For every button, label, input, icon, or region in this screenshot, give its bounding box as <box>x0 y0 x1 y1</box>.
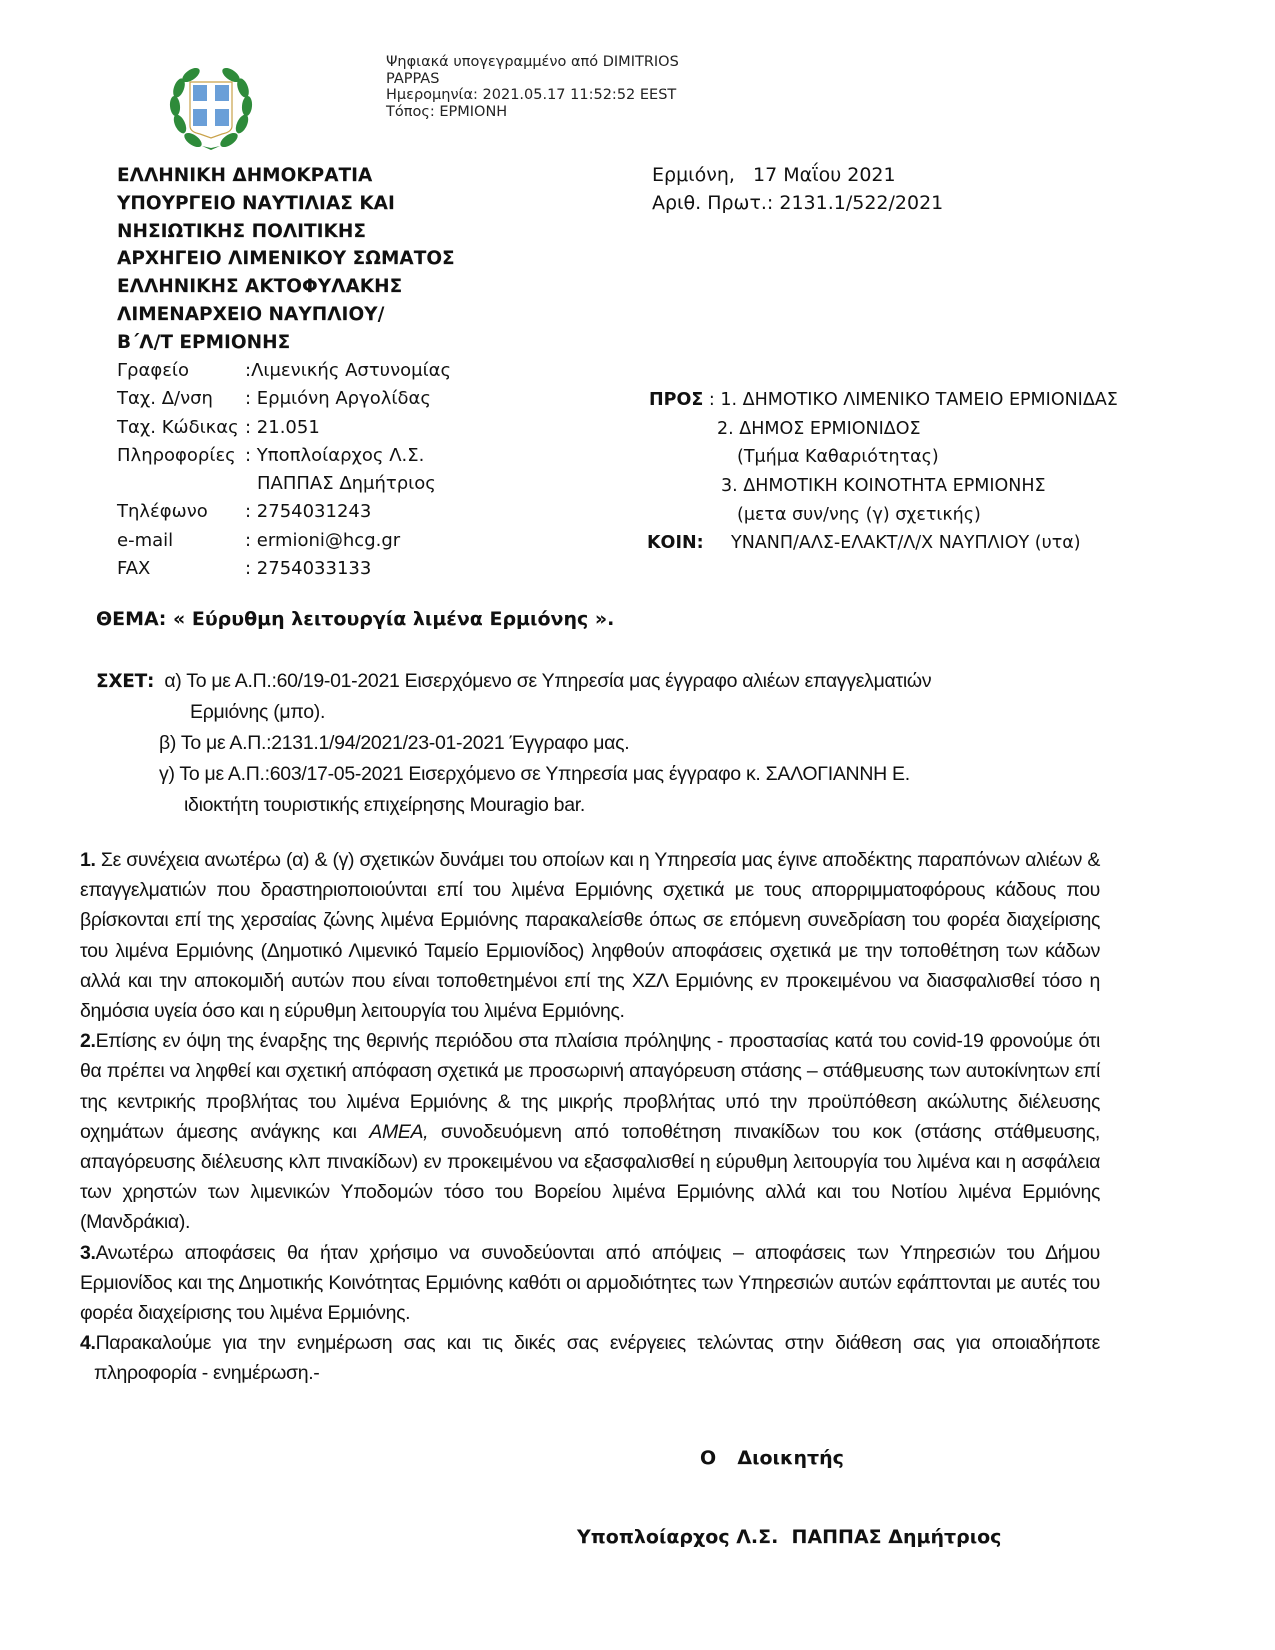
reference-b: β) Το με Α.Π.:2131.1/94/2021/23-01-2021 Έγγραφο μας. <box>159 732 630 754</box>
reference-a-cont: Ερμιόνης (μπο). <box>190 701 326 723</box>
references-label: ΣΧΕΤ: <box>96 671 155 692</box>
signer-name: Υποπλοίαρχος Λ.Σ. ΠΑΠΠΑΣ Δημήτριος <box>577 1526 1002 1548</box>
recipient-to-2: 2. ΔΗΜΟΣ ΕΡΜΙΟΝΙΔΟΣ <box>717 418 921 439</box>
signature-date: Ημερομηνία: 2021.05.17 11:52:52 EEST <box>386 87 677 103</box>
digital-signature-stamp <box>386 54 679 120</box>
signature-place: Τόπος: ΕΡΜΙΟΝΗ <box>386 103 508 120</box>
issuing-authority <box>117 162 455 357</box>
paragraph-3: 3.Ανωτέρω αποφάσεις θα ήταν χρήσιμο να συνοδεύονται από απόψεις – αποφάσεις των Υπηρεσιών του Δήμου Ερμιονίδος και της Δημοτικής Κοινότητας Ερμιόνης καθότι οι αρμοδιότητες των Υπηρεσιών αυτών εφάπτονται με αυτές του φορέα διαχείρισης του λιμένα Ερμιόνης. <box>80 1241 1100 1325</box>
signer-title: Ο Διοικητής <box>700 1447 844 1469</box>
subject-line: ΘΕΜΑ: « Εύρυθμη λειτουργία λιμένα Ερμιόνης ». <box>96 608 615 630</box>
reference-a: ΣΧΕΤ: α) Το με Α.Π.:60/19-01-2021 Εισερχόμενο σε Υπηρεσία μας έγγραφο αλιέων επαγγελματιών <box>96 670 932 692</box>
paragraph-2: 2.Επίσης εν όψη της έναρξης της θερινής περιόδου στα πλαίσια πρόληψης - προστασίας κατά του covid-19 φρονούμε ότι θα πρέπει να ληφθεί και σχετική απόφαση σχετικά με προσωρινή απαγόρευση στάσης – στάθμευσης των αυτοκίνητων επί της κεντρικής προβλήτας του λιμένα Ερμιόνης & της μικρής προβλήτας υπό την προϋπόθεση ακώλυτης διέλευσης οχημάτων άμεσης ανάγκης και ΑΜΕΑ, συνοδευόμενη από τοποθέτηση πινακίδων του κοκ (στάσης στάθμευσης, απαγόρευσης διέλευσης κλπ πινακίδων) εν προκειμένου να εξασφαλισθεί η εύρυθμη λειτουργία του λιμένα και η ασφάλεια των χρηστών των λιμενικών Υποδομών τόσο του Βορείου λιμένα Ερμιόνης αλλά και του Νοτίου λιμένα Ερμιόνης (Μανδράκια). <box>80 1030 1100 1234</box>
protocol-number: Αριθ. Πρωτ.: 2131.1/522/2021 <box>652 191 944 214</box>
authority-line: ΛΙΜΕΝΑΡΧΕΙΟ ΝΑΥΠΛΙΟΥ/ <box>117 303 385 325</box>
recipient-to-3-note: (μετα συν/νης (γ) σχετικής) <box>737 504 981 525</box>
reference-c-cont: ιδιοκτήτη τουριστικής επιχείρησης Mouragio bar. <box>184 794 585 816</box>
greek-coat-of-arms-icon <box>166 66 256 152</box>
signature-line: Ψηφιακά υπογεγραμμένο από DIMITRIOS <box>386 54 679 70</box>
date-block <box>652 162 943 217</box>
letter-body <box>80 845 1100 1389</box>
place-date: Ερμιόνη, 17 Μαΐου 2021 <box>652 164 896 186</box>
authority-line: ΑΡΧΗΓΕΙΟ ΛΙΜΕΝΙΚΟΥ ΣΩΜΑΤΟΣ <box>117 248 455 270</box>
to-label: ΠΡΟΣ <box>649 390 704 410</box>
recipients <box>649 386 1118 558</box>
signature-line: PAPPAS <box>386 70 440 87</box>
recipient-to-1: ΠΡΟΣ : 1. ΔΗΜΟΤΙΚΟ ΛΙΜΕΝΙΚΟ ΤΑΜΕΙΟ ΕΡΜΙΟΝΙΔΑΣ <box>649 390 1118 410</box>
authority-line: ΕΛΛΗΝΙΚΗΣ ΑΚΤΟΦΥΛΑΚΗΣ <box>117 276 403 298</box>
authority-line: ΝΗΣΙΩΤΙΚΗΣ ΠΟΛΙΤΙΚΗΣ <box>117 220 366 242</box>
cc-label: ΚΟΙΝ: <box>647 533 704 554</box>
authority-line: Β΄Λ/Τ ΕΡΜΙΟΝΗΣ <box>117 331 291 353</box>
paragraph-1: 1. Σε συνέχεια ανωτέρω (α) & (γ) σχετικών δυνάμει του οποίων και η Υπηρεσία μας έγινε αποδέκτης παραπόνων αλιέων & επαγγελματιών που δραστηριοποιούνται επί του λιμένα Ερμιόνης σχετικά με τους απορριμματοφόρους κάδους που βρίσκονται επί της χερσαίας ζώνης λιμένα Ερμιόνης παρακαλείσθε όπως σε επόμενη συνεδρίαση του φορέα διαχείρισης του λιμένα Ερμιόνης (Δημοτικό Λιμενικό Ταμείο Ερμιονίδος) ληφθούν αποφάσεις σχετικά με την τοποθέτηση των κάδων αλλά και την αποκομιδή αυτών που είναι τοποθετημένοι επί της ΧΖΛ Ερμιόνης εν προκειμένου να διασφαλισθεί τόσο η δημόσια υγεία όσο και η εύρυθμη λειτουργία του λιμένα Ερμιόνης. <box>80 849 1100 1023</box>
references <box>96 666 931 821</box>
recipient-cc: ΚΟΙΝ: ΥΝΑΝΠ/ΑΛΣ-ΕΛΑΚΤ/Λ/Χ ΝΑΥΠΛΙΟΥ (υτα) <box>649 529 1118 558</box>
authority-line: ΕΛΛΗΝΙΚΗ ΔΗΜΟΚΡΑΤΙΑ <box>117 165 373 186</box>
reference-c: γ) Το με Α.Π.:603/17-05-2021 Εισερχόμενο σε Υπηρεσία μας έγγραφο κ. ΣΑΛΟΓΙΑΝΝΗ Ε. <box>159 763 910 785</box>
paragraph-4: 4.Παρακαλούμε για την ενημέρωση σας και τις δικές σας ενέργειες τελώντας στην διάθεση σας για οποιαδήποτε πληροφορία - ενημέρωση.- <box>80 1332 1100 1385</box>
authority-line: ΥΠΟΥΡΓΕΙΟ ΝΑΥΤΙΛΙΑΣ ΚΑΙ <box>117 192 395 214</box>
recipient-to-3: 3. ΔΗΜΟΤΙΚΗ ΚΟΙΝΟΤΗΤΑ ΕΡΜΙΟΝΗΣ <box>721 476 1046 497</box>
recipient-to-2-dept: (Τμήμα Καθαριότητας) <box>737 447 939 468</box>
